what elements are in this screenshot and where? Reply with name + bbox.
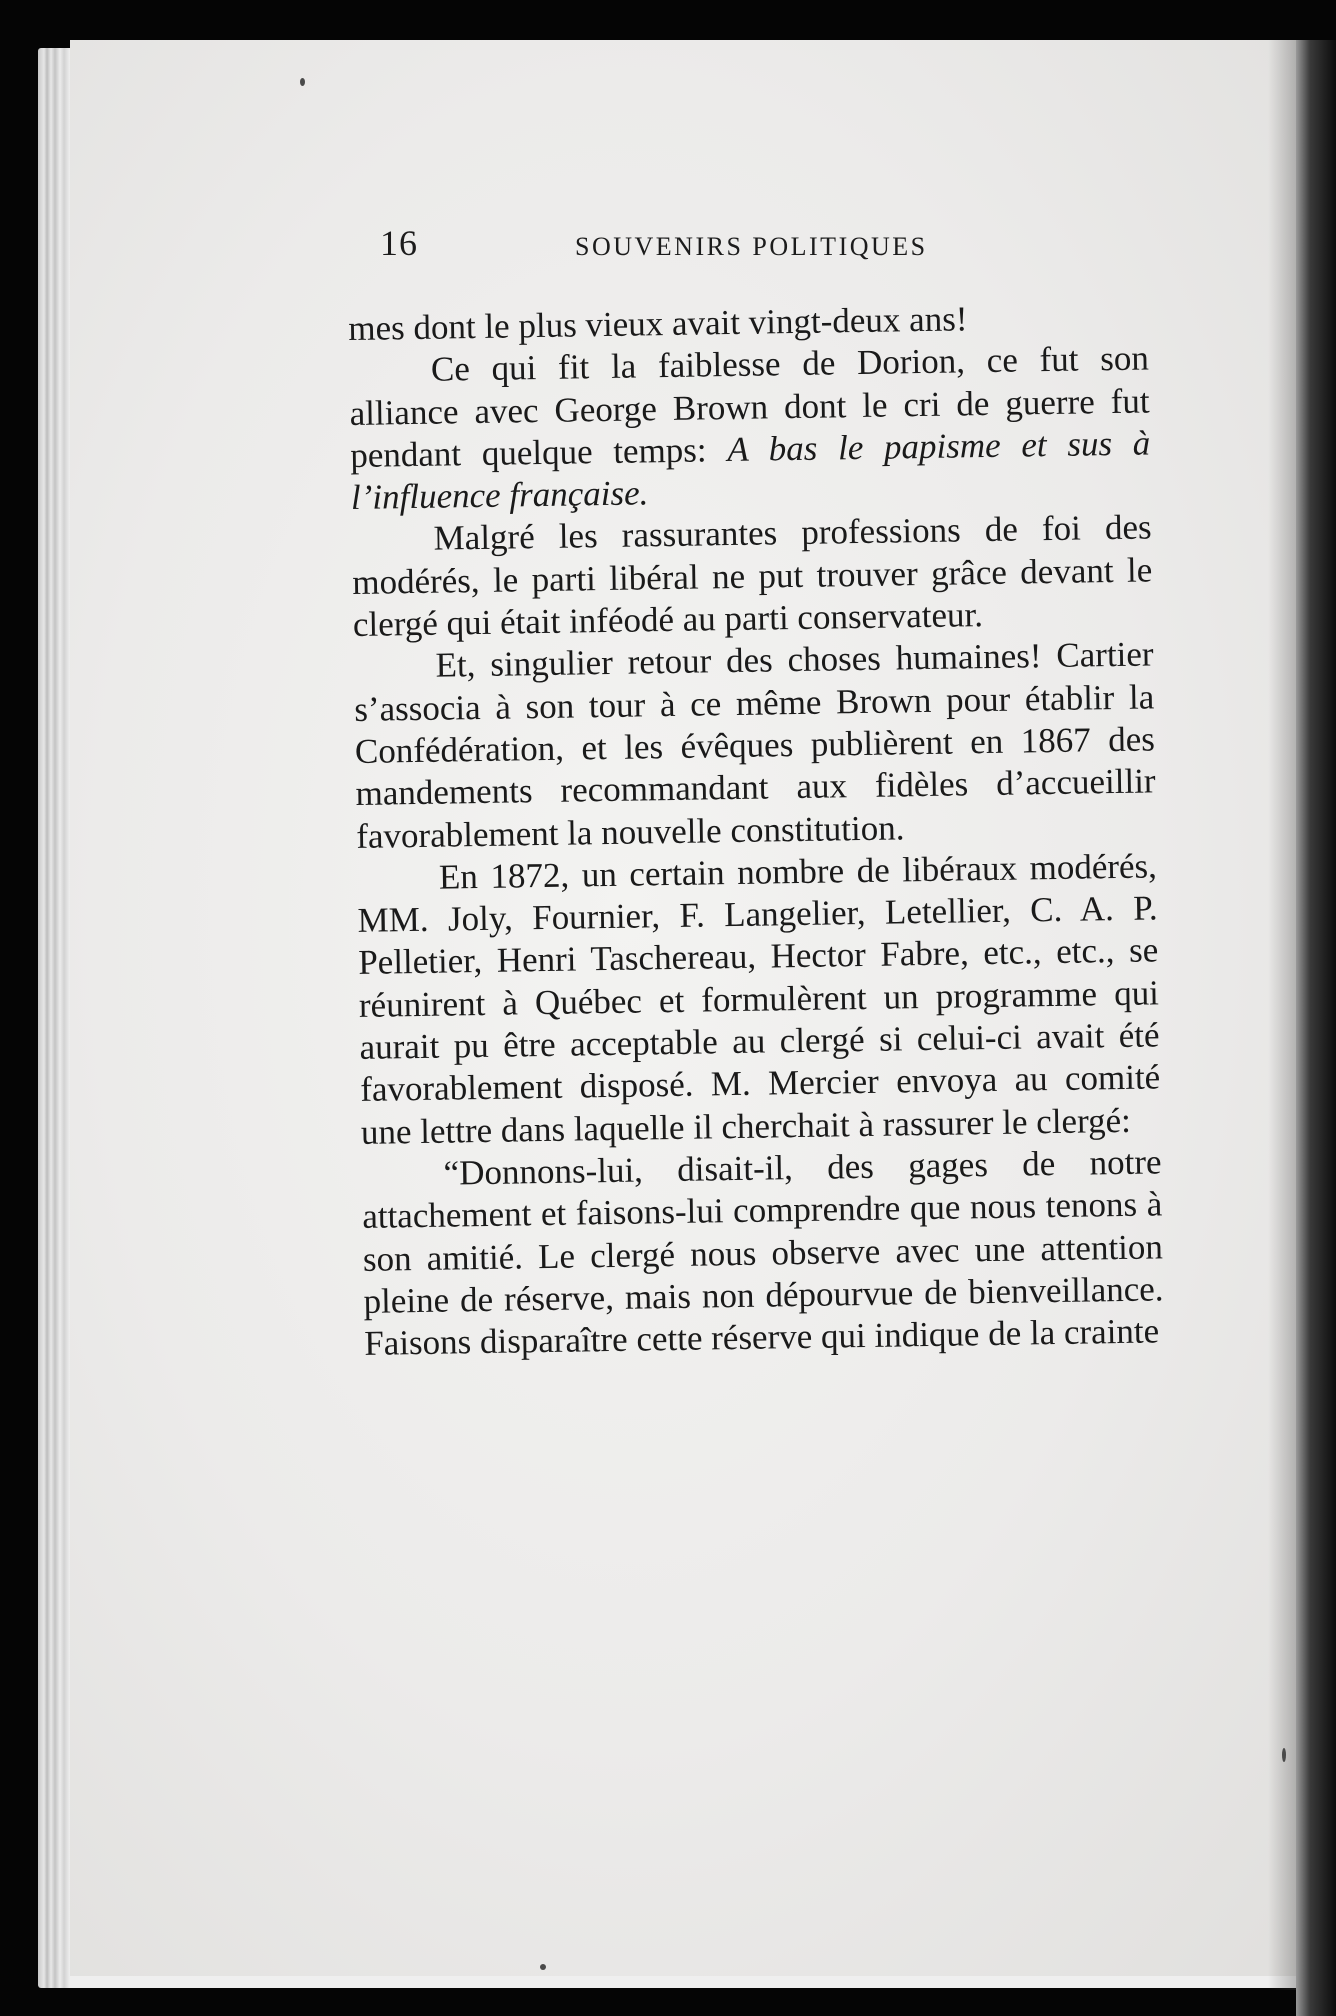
paragraph xyxy=(353,634,1156,858)
page-number: 16 xyxy=(380,223,418,263)
dust-speck xyxy=(300,78,305,86)
running-title: SOUVENIRS POLITIQUES xyxy=(575,232,928,261)
dust-speck xyxy=(540,1964,546,1970)
text-run: Et, singulier retour des choses humaines! Cartier s’associa à son tour à ce même Brown pour établir la Confédération, et les évêques publièrent en 1867 des mandements recommandant aux fidèles d’accueillir favorablement la nouvelle constitution. xyxy=(353,634,1156,856)
running-head xyxy=(380,223,1180,272)
text-run: “Donnons-lui, disait-il, des gages de notre attachement et faisons-lui comprendre que nous tenons à son amitié. Le clergé nous observe avec une attention pleine de réserve, mais non dépourvue de bienveillance. Faisons disparaître cette réserve qui indique de la crainte xyxy=(361,1142,1164,1363)
text-run: mes dont le plus vieux avait vingt-deux ans! xyxy=(348,299,968,348)
paragraph xyxy=(351,507,1153,646)
body-text xyxy=(348,295,1165,1365)
paragraph xyxy=(349,338,1152,520)
dust-speck xyxy=(1282,1748,1286,1762)
paragraph xyxy=(361,1141,1164,1365)
text-run: Malgré les rassurantes professions de foi des modérés, le parti libéral ne put trouver grâce devant le clergé qui était inféodé au parti conservateur. xyxy=(352,507,1153,645)
text-run: Ce qui fit la faiblesse de Dorion, ce fut son alliance avec George Brown dont le cri de guerre fut pendant quelque temps: xyxy=(349,338,1150,475)
italic-text: A bas le papisme et sus à l’influence française. xyxy=(350,423,1151,518)
paragraph xyxy=(357,845,1162,1154)
book-spine xyxy=(1296,40,1336,2016)
text-run: En 1872, un certain nombre de libéraux modérés, MM. Joly, Fournier, F. Langelier, Letellier, C. A. P. Pelletier, Henri Taschereau, Hector Fabre, etc., etc., se réunirent à Québec et formulèrent un programme qui aurait pu être acceptable au clergé si celui-ci avait été favorablement disposé. M. Mercier envoya au comité une lettre dans laquelle il cherchait à rassurer le clergé: xyxy=(357,846,1161,1152)
